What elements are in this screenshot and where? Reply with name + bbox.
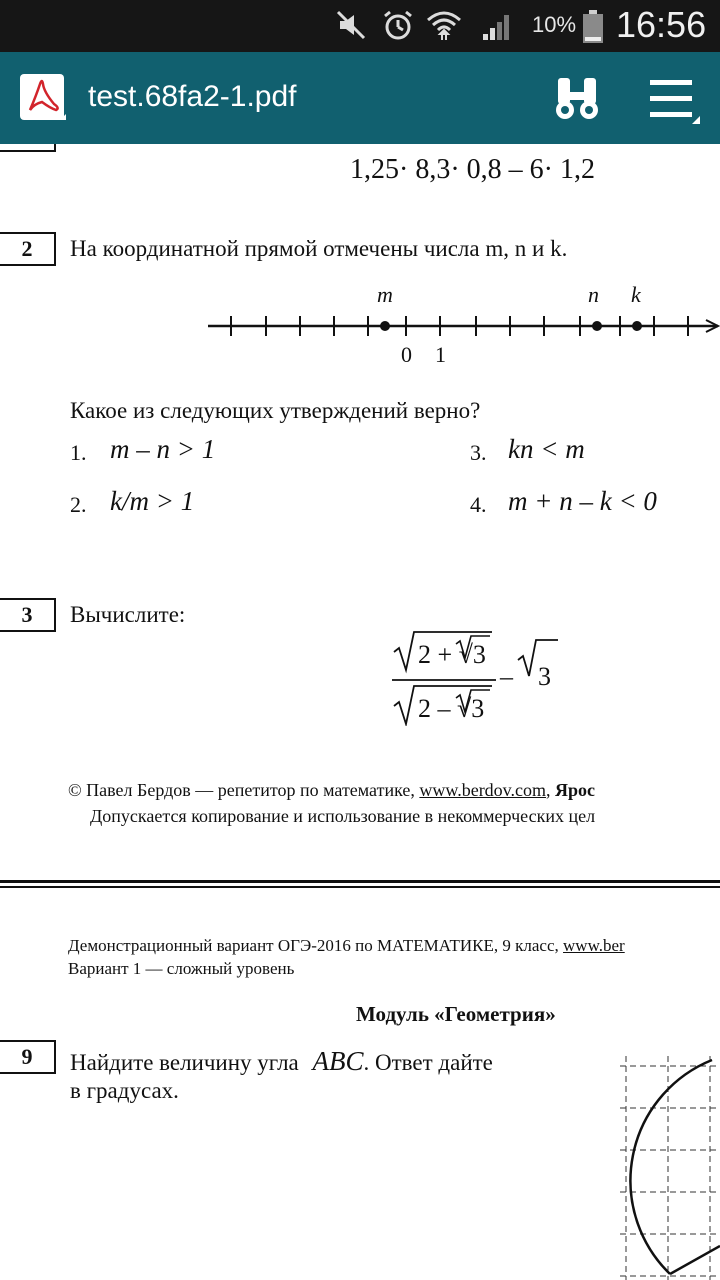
file-title[interactable]: test.68fa2-1.pdf: [88, 80, 297, 113]
fraction-denominator: 2 – √3: [418, 694, 485, 723]
fraction-tail: 3: [538, 662, 551, 691]
question-number-box-2: 2: [0, 232, 56, 266]
alarm-icon: [382, 10, 414, 42]
battery-percent: 10%: [532, 12, 577, 37]
q1-expression: 1,25· 8,3· 0,8 – 6· 1,2: [350, 154, 595, 185]
app-bar: [0, 52, 720, 144]
option-1-number: 1.: [70, 440, 87, 465]
option-2-expression: k/m > 1: [110, 486, 195, 516]
status-bar: [0, 0, 720, 52]
battery-icon: [582, 10, 604, 44]
grid-lines: [620, 1056, 720, 1280]
point-k: [632, 321, 642, 331]
page-break-top: [0, 880, 720, 883]
copyright-note: Допускается копирование и использование в некоммерческих цел: [90, 806, 596, 826]
q2-question: Какое из следующих утверждений верно?: [70, 398, 481, 423]
q2-text: На координатной прямой отмечены числа m, n и k.: [70, 236, 568, 261]
option-4-number: 4.: [470, 492, 487, 517]
copyright-comma: ,: [546, 780, 551, 800]
module-title: Модуль «Геометрия»: [356, 1002, 556, 1026]
label-n: n: [588, 282, 599, 307]
point-m: [380, 321, 390, 331]
angle-ray: [670, 1246, 720, 1274]
wifi-icon: [426, 10, 462, 42]
page2-header: [68, 936, 625, 956]
circle-arc: [630, 1060, 712, 1274]
copyright-line: [68, 780, 595, 801]
q3-text: Вычислите:: [70, 602, 186, 627]
variant-line: Вариант 1 — сложный уровень: [68, 959, 295, 978]
q9-text: [70, 1046, 493, 1077]
geometry-grid: [620, 1056, 720, 1280]
label-one: 1: [435, 342, 446, 367]
page2-header-text: Демонстрационный вариант ОГЭ-2016 по МАТЕМАТИКЕ, 9 класс,: [68, 936, 559, 955]
label-zero: 0: [401, 342, 412, 367]
fraction-minus: –: [500, 662, 513, 691]
pdf-document[interactable]: [0, 144, 720, 1280]
acrobat-icon[interactable]: [20, 74, 68, 122]
option-3-number: 3.: [470, 440, 487, 465]
number-line: [200, 274, 720, 374]
option-2-number: 2.: [70, 492, 87, 517]
question-number-box-1: [0, 144, 56, 152]
berdov-link[interactable]: www.berdov.com: [419, 780, 547, 800]
label-m: m: [377, 282, 393, 307]
option-1-expression: m – n > 1: [110, 434, 216, 464]
signal-icon: [480, 10, 516, 42]
menu-icon[interactable]: [646, 74, 700, 124]
q9-text-line2: в градусах.: [70, 1078, 179, 1103]
page-break-bottom: [0, 886, 720, 888]
label-k: k: [631, 282, 641, 307]
q9-text-after: . Ответ дайте: [363, 1050, 493, 1075]
question-number-box-3: 3: [0, 598, 56, 632]
option-4-expression: m + n – k < 0: [508, 486, 657, 516]
copyright-city: Ярос: [555, 780, 596, 800]
mute-icon: [336, 10, 366, 40]
fraction-numerator: 2 + √3: [418, 640, 486, 669]
point-n: [592, 321, 602, 331]
clock: 16:56: [616, 4, 707, 45]
page2-header-link[interactable]: www.ber: [563, 936, 625, 955]
q9-angle: ABC: [312, 1046, 364, 1076]
q9-text-before: Найдите величину угла: [70, 1050, 299, 1075]
option-3-expression: kn < m: [508, 434, 585, 464]
search-icon[interactable]: [552, 74, 602, 124]
question-number-box-9: 9: [0, 1040, 56, 1074]
copyright-author: © Павел Бердов — репетитор по математике,: [68, 780, 415, 800]
